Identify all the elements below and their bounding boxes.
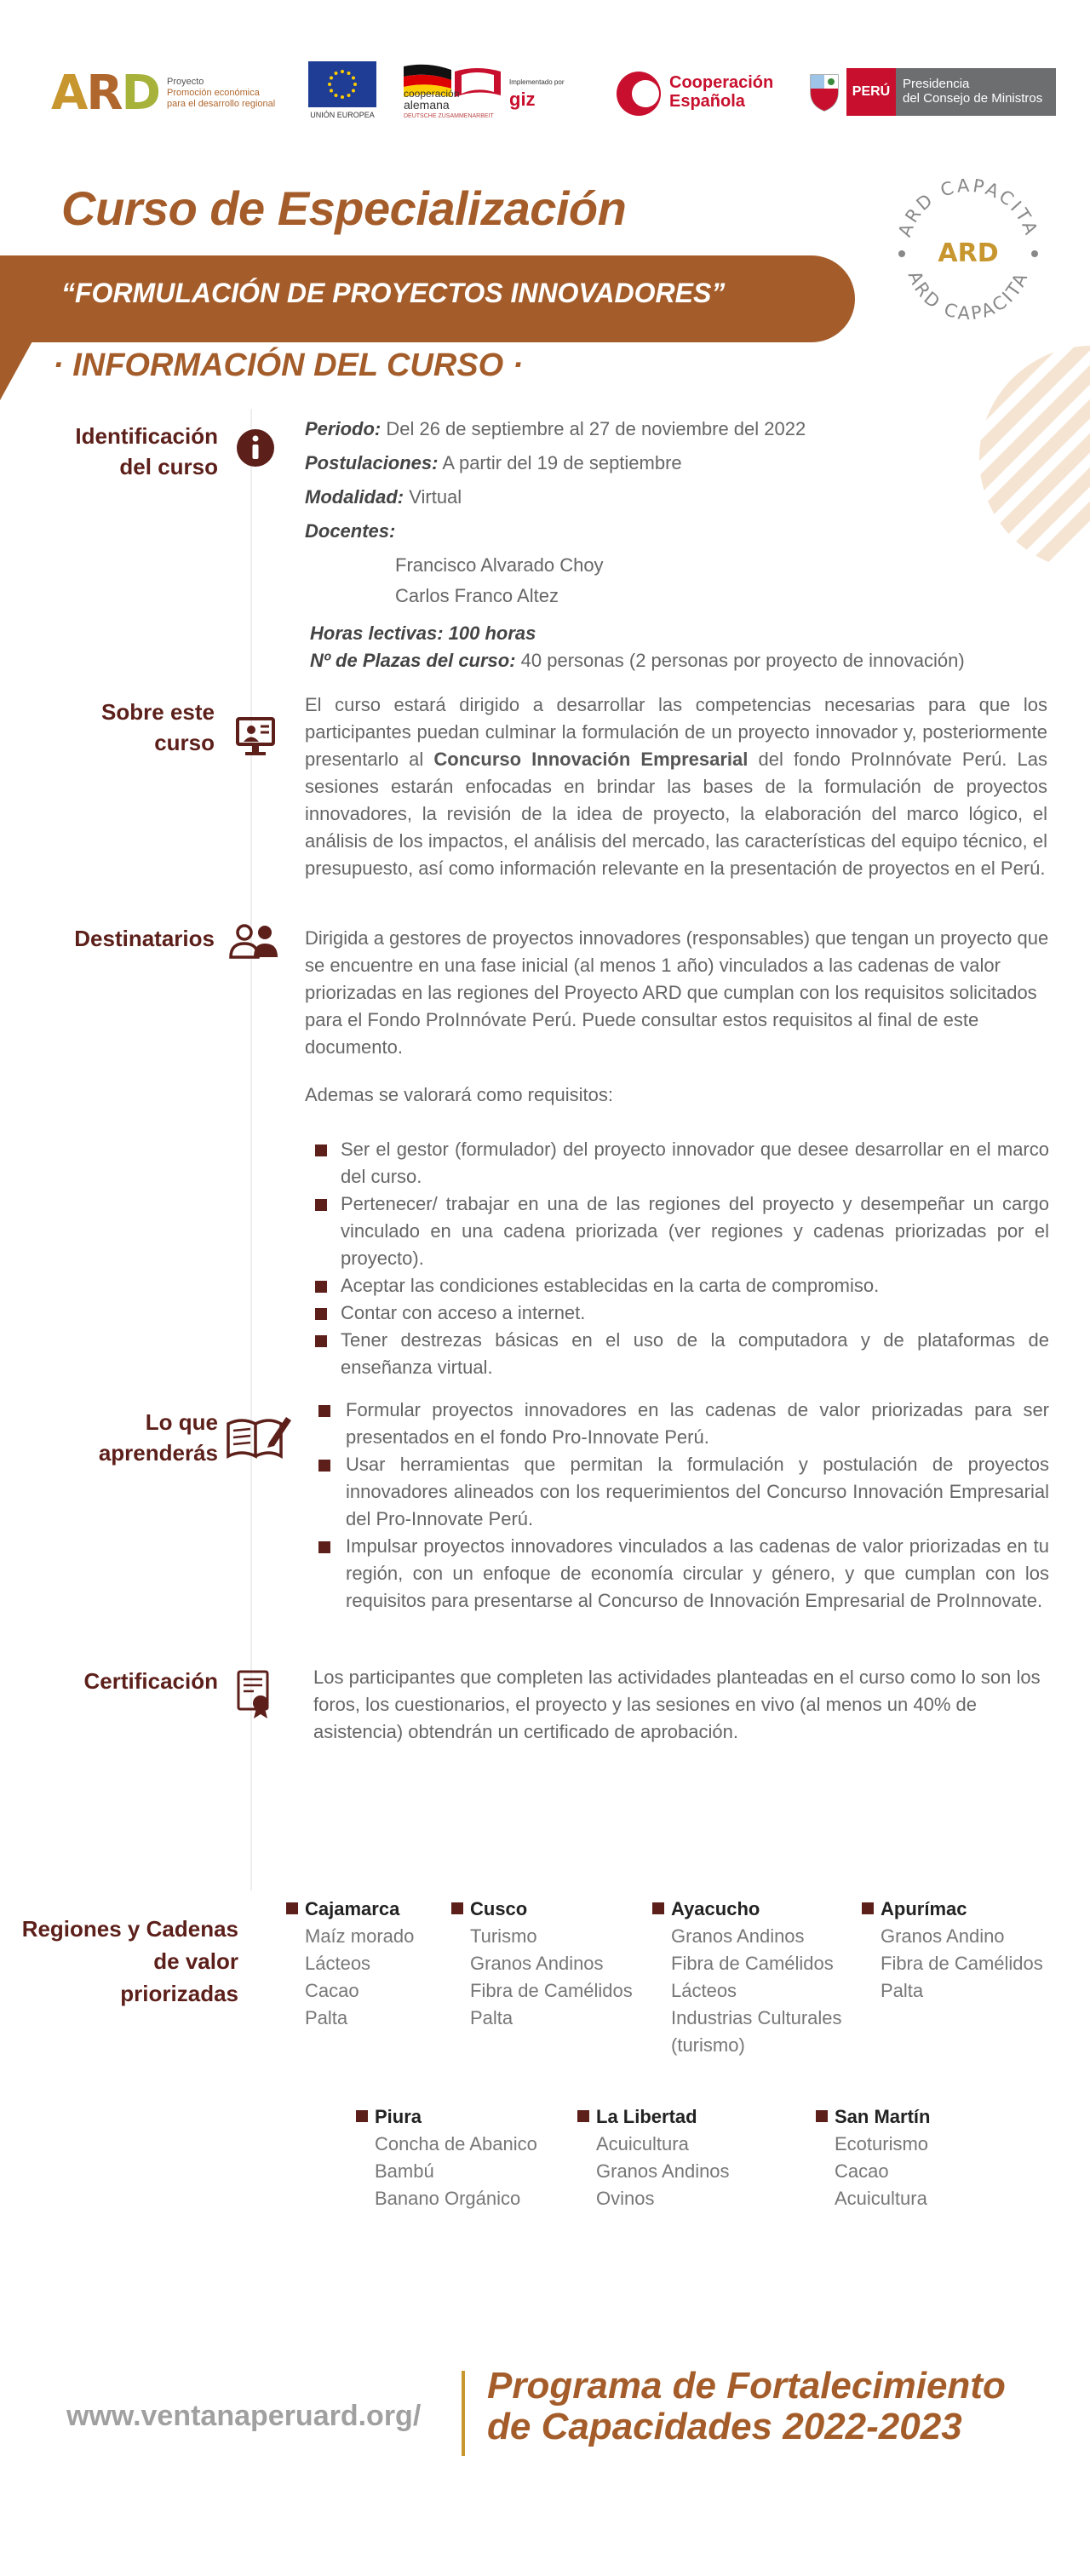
- region-name: Apurímac: [862, 1896, 1043, 1923]
- region-chain: Maíz morado: [305, 1925, 415, 1947]
- course-name: “FORMULACIÓN DE PROYECTOS INNOVADORES”: [61, 278, 726, 308]
- horas-field: Horas lectivas: 100 horas: [310, 622, 536, 644]
- banner-tail: [0, 332, 37, 400]
- plazas-field: Nº de Plazas del curso: 40 personas (2 personas por proyecto de innovación): [310, 650, 965, 671]
- region-name: San Martín: [816, 2103, 930, 2131]
- ard-logo-text: Proyecto Promoción económica para el desarrollo regional: [167, 77, 276, 109]
- region-chain: Ovinos: [596, 2188, 655, 2209]
- region-chain: Cacao: [305, 1980, 359, 2001]
- eu-label: UNIÓN EUROPEA: [310, 111, 375, 119]
- region-chain: Acuicultura: [596, 2133, 689, 2154]
- region-name: Piura: [356, 2103, 537, 2131]
- course-title: Curso de Especialización: [61, 181, 627, 235]
- section-heading: · INFORMACIÓN DEL CURSO ·: [53, 347, 524, 383]
- list-item: Impulsar proyectos innovadores vinculados a las cadenas de valor priorizadas en tu región, con un enfoque de economía circular y género, y que cumplan con los requisitos para presentarse al Concurso de Innovación Empresarial de ProInnovate.: [315, 1533, 1049, 1615]
- list-item: Contar con acceso a internet.: [312, 1299, 1049, 1327]
- region-chain: Fibra de Camélidos: [881, 1953, 1043, 1974]
- ard-logo: ARD: [51, 66, 159, 121]
- svg-text:ARD: ARD: [938, 238, 999, 268]
- region-chain: Palta: [470, 2007, 513, 2028]
- destinatarios-text: Dirigida a gestores de proyectos innovadores (responsables) que tengan un proyecto que se encuentre en una fase inicial (al menos 1 año) vinculados a las cadenas de valor priorizadas en las regiones del Proyecto ARD que cumplan con los requisitos solicitados para el Fondo ProInnóvate Perú. Puede consultar estos requisitos al final de este documento.: [305, 927, 1049, 1058]
- info-icon: [235, 427, 276, 468]
- region-cusco: [470, 1896, 633, 2032]
- region-chain: Palta: [305, 2007, 348, 2028]
- cooperacion-espanola-text: Cooperación Española: [669, 73, 774, 111]
- docentes-field: Docentes:: [305, 520, 396, 542]
- region-chain: Turismo: [470, 1925, 537, 1947]
- giz-implemented-by: Implementado por: [509, 78, 565, 86]
- docente-item: Carlos Franco Altez: [395, 585, 559, 606]
- open-book-pen-icon: [225, 1414, 293, 1461]
- aprenderas-list: [315, 1397, 1049, 1615]
- region-name: Cusco: [451, 1896, 633, 1923]
- eu-flag-icon: [308, 61, 376, 107]
- region-name: Cajamarca: [286, 1896, 414, 1923]
- svg-text:ARD CAPACITA: ARD CAPACITA: [894, 175, 1042, 240]
- periodo-field: Periodo: Del 26 de septiembre al 27 de noviembre del 2022: [305, 418, 806, 439]
- svg-text:ARD CAPACITA: ARD CAPACITA: [904, 267, 1033, 324]
- region-chain: (turismo): [671, 2034, 745, 2056]
- list-item: Usar herramientas que permitan la formulación y postulación de proyectos innovadores alineados con los requerimientos del Concurso Innovación Empresarial del Pro-Innovate Perú.: [315, 1451, 1049, 1533]
- region-chain: Granos Andinos: [596, 2160, 730, 2182]
- people-icon: [228, 923, 281, 961]
- region-name: Ayacucho: [652, 1896, 842, 1923]
- identificacion-details: [305, 416, 1054, 681]
- website-link[interactable]: www.ventanaperuard.org/: [66, 2400, 422, 2432]
- list-item: Pertenecer/ trabajar en una de las regiones del proyecto y desempeñar un cargo vinculado en una cadena priorizada (ver regiones y cadenas priorizadas por el proyecto).: [312, 1190, 1049, 1272]
- region-chain: Fibra de Camélidos: [671, 1953, 834, 1974]
- list-item: Formular proyectos innovadores en las cadenas de valor priorizadas para ser presentados en el fondo Pro-Innovate Perú.: [315, 1397, 1049, 1451]
- region-cajamarca: [305, 1896, 414, 2032]
- certificacion-text: Los participantes que completen las actividades planteadas en el curso como lo son los foros, los cuestionarios, el proyecto y las sesiones en vivo (al menos un 40% de asistencia) obtendrán un certificado de aprobación.: [313, 1667, 1041, 1742]
- cooperacion-espanola-icon: [613, 68, 664, 119]
- region-chain: Granos Andinos: [671, 1925, 805, 1947]
- region-chain: Granos Andinos: [470, 1953, 604, 1974]
- requisitos-list: [312, 1136, 1049, 1381]
- docente-item: Francisco Alvarado Choy: [395, 554, 604, 576]
- region-chain: Palta: [881, 1980, 924, 2001]
- region-chain: Banano Orgánico: [375, 2188, 521, 2209]
- teacher-screen-icon: [235, 714, 279, 758]
- program-title: Programa de Fortalecimiento de Capacidades 2022-2023: [487, 2365, 1006, 2447]
- region-chain: Concha de Abanico: [375, 2133, 537, 2154]
- region-chain: Acuicultura: [835, 2188, 927, 2209]
- region-san-martin: [835, 2103, 930, 2212]
- list-item: Tener destrezas básicas en el uso de la computadora y de plataformas de enseñanza virtual.: [312, 1327, 1049, 1381]
- list-item: Ser el gestor (formulador) del proyecto innovador que desee desarrollar en el marco del curso.: [312, 1136, 1049, 1190]
- region-chain: Fibra de Camélidos: [470, 1980, 633, 2001]
- peru-coat-of-arms-icon: [806, 70, 843, 112]
- aprenderas-label: Lo que aprenderás: [98, 1409, 218, 1466]
- destinatarios-extra: Ademas se valorará como requisitos:: [305, 1084, 613, 1105]
- region-chain: Cacao: [835, 2160, 889, 2182]
- destinatarios-label: Destinatarios: [74, 926, 215, 951]
- regiones-title: Regiones y Cadenas de valor priorizadas: [21, 1916, 238, 2006]
- german-cooperation-text: cooperación alemana DEUTSCHE ZUSAMMENARBEIT: [404, 88, 494, 119]
- sobre-text: El curso estará dirigido a desarrollar las competencias necesarias para que los participantes puedan culminar la formulación de un proyecto innovador y, posteriormente presentarlo al Concurso Innovación Empresarial del fondo ProInnóvate Perú. Las sesiones estarán enfocadas en brindar las bases de la formulación de proyectos innovadores, la revisión de la idea de proyecto, la elaboración del marco lógico, el análisis de los impactos, el análisis del mercado, las características del equipo técnico, el presupuesto, así como información relevante en la presentación de proyectos en el Perú.: [305, 694, 1047, 879]
- ard-capacita-badge: [887, 170, 1049, 332]
- region-chain: Bambú: [375, 2160, 434, 2182]
- sobre-label: Sobre este curso: [101, 699, 215, 755]
- giz-logo: giz: [509, 89, 536, 110]
- modalidad-field: Modalidad: Virtual: [305, 486, 462, 508]
- region-chain: Granos Andino: [881, 1925, 1005, 1947]
- identificacion-label: Identificación del curso: [75, 423, 218, 479]
- footer-divider: [462, 2371, 465, 2456]
- postulaciones-field: Postulaciones: A partir del 19 de septiembre: [305, 452, 682, 473]
- region-apurimac: [881, 1896, 1043, 2005]
- timeline-line: [250, 409, 252, 1890]
- region-chain: Ecoturismo: [835, 2133, 929, 2154]
- peru-label: PERÚ: [846, 68, 896, 116]
- region-chain: Lácteos: [305, 1953, 371, 1974]
- region-piura: [375, 2103, 537, 2212]
- pcm-label: Presidencia del Consejo de Ministros: [896, 68, 1056, 116]
- region-ayacucho: [671, 1896, 842, 2059]
- certificacion-label: Certificación: [83, 1668, 218, 1694]
- region-chain: Industrias Culturales: [671, 2007, 842, 2028]
- region-chain: Lácteos: [671, 1980, 737, 2001]
- certificate-icon: [235, 1669, 276, 1720]
- region-name: La Libertad: [577, 2103, 730, 2131]
- region-la-libertad: [596, 2103, 730, 2212]
- list-item: Aceptar las condiciones establecidas en la carta de compromiso.: [312, 1272, 1049, 1299]
